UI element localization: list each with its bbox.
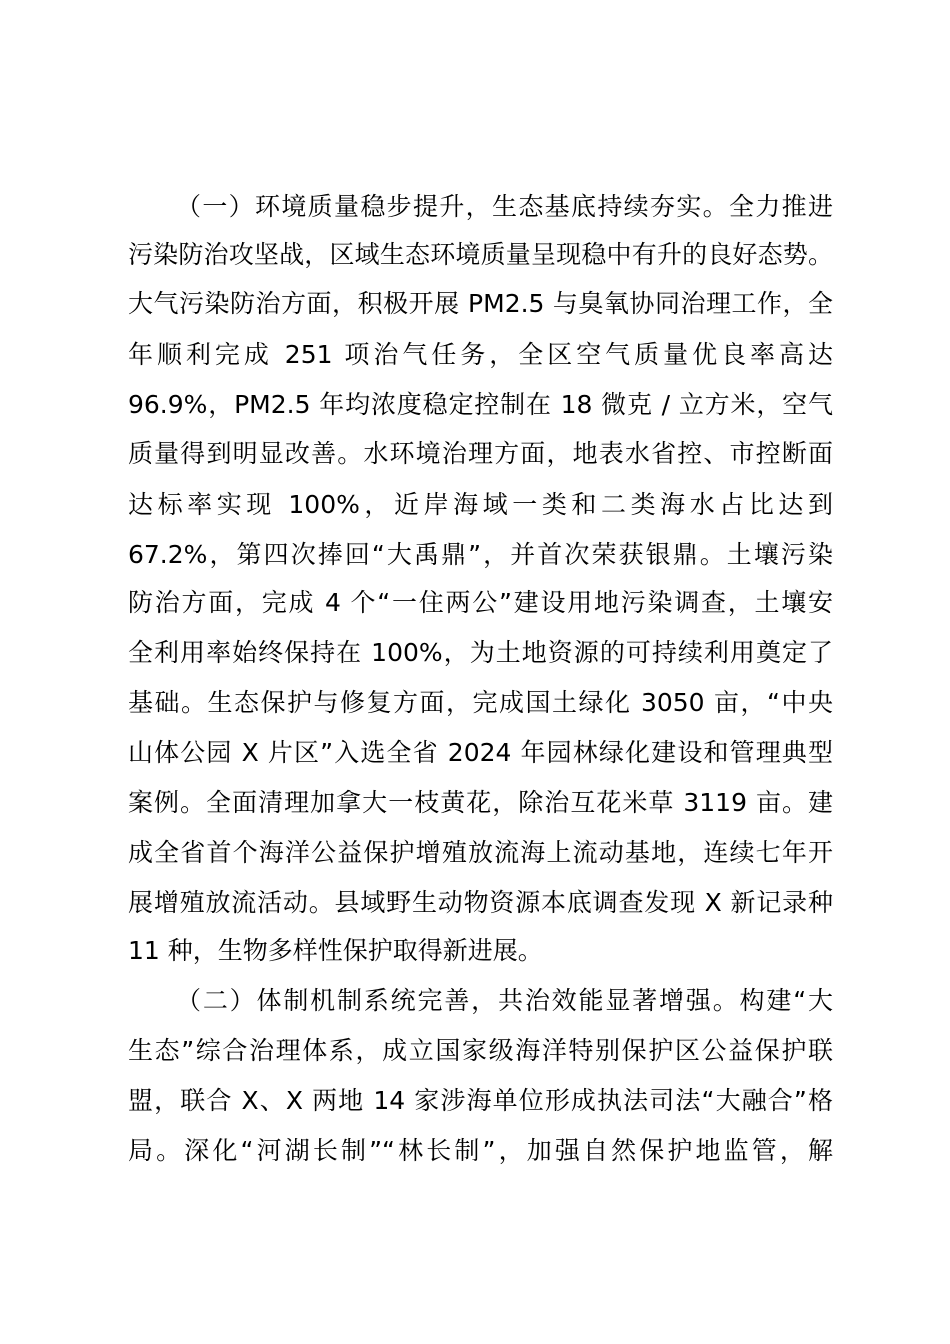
paragraph-1-line-13: 案例。全面清理加拿大一枝黄花，除治互花米草 3119 亩。建 (128, 788, 833, 817)
paragraph-1-line-5: 96.9%，PM2.5 年均浓度稳定控制在 18 微克 / 立方米，空气 (128, 390, 833, 419)
paragraph-1-line-3: 大气污染防治方面，积极开展 PM2.5 与臭氧协同治理工作，全 (128, 289, 833, 318)
paragraph-2-line-2: 生态”综合治理体系，成立国家级海洋特别保护区公益保护联 (128, 1036, 833, 1065)
paragraph-1-line-10: 全利用率始终保持在 100%，为土地资源的可持续利用奠定了 (128, 638, 833, 667)
paragraph-1-line-1: （一）环境质量稳步提升，生态基底持续夯实。全力推进 (176, 192, 833, 221)
paragraph-1-line-8: 67.2%，第四次捧回“大禹鼎”，并首次荣获银鼎。土壤污染 (128, 540, 833, 569)
paragraph-2-line-3: 盟，联合 X、X 两地 14 家涉海单位形成执法司法“大融合”格 (128, 1086, 833, 1115)
paragraph-1-line-2: 污染防治攻坚战，区域生态环境质量呈现稳中有升的良好态势。 (128, 240, 833, 269)
paragraph-2-line-4: 局。深化“河湖长制”“林长制”，加强自然保护地监管，解 (128, 1136, 833, 1165)
paragraph-1-line-11: 基础。生态保护与修复方面，完成国土绿化 3050 亩，“中央 (128, 688, 833, 717)
paragraph-1-line-6: 质量得到明显改善。水环境治理方面，地表水省控、市控断面 (128, 439, 833, 468)
paragraph-1-line-14: 成全省首个海洋公益保护增殖放流海上流动基地，连续七年开 (128, 838, 833, 867)
paragraph-1-line-12: 山体公园 X 片区”入选全省 2024 年园林绿化建设和管理典型 (128, 738, 833, 767)
paragraph-1-line-7: 达标率实现 100%，近岸海域一类和二类海水占比达到 (128, 490, 833, 519)
paragraph-2-line-1: （二）体制机制系统完善，共治效能显著增强。构建“大 (176, 986, 833, 1015)
paragraph-1-line-4: 年顺利完成 251 项治气任务，全区空气质量优良率高达 (128, 340, 833, 369)
paragraph-1-line-9: 防治方面，完成 4 个“一住两公”建设用地污染调查，土壤安 (128, 588, 833, 617)
paragraph-1-line-16: 11 种，生物多样性保护取得新进展。 (128, 936, 543, 965)
paragraph-1-line-15: 展增殖放流活动。县域野生动物资源本底调查发现 X 新记录种 (128, 888, 833, 917)
